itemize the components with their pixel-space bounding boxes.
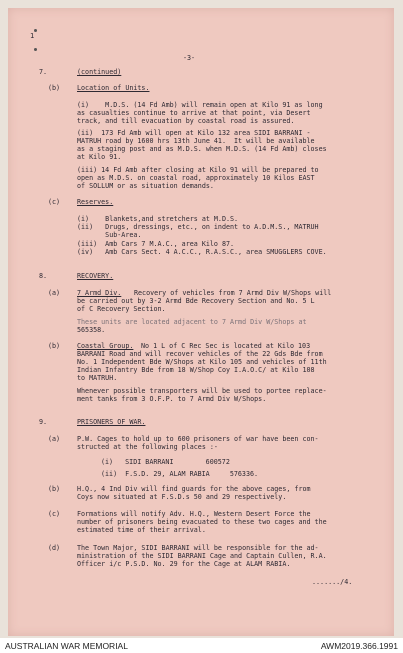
text-line: as casualties continue to arrive at that point, via Desert	[77, 109, 311, 117]
text-line: ministration of the SIDI BARRANI Cage and Captain Cullen, R.A.	[77, 552, 327, 560]
text-line: These units are located adjacent to 7 Armd Div W/Shops at	[77, 318, 307, 326]
text-line: track, and till evacuation by coastal road is assured.	[77, 117, 295, 125]
section-7-title: (continued)	[77, 68, 122, 76]
text-line: ment tanks from 3 O.F.P. to 7 Armd Div W/Shops.	[77, 395, 267, 403]
cage-location: (ii) F.S.D. 29, ALAM RABIA 576336.	[101, 470, 259, 478]
recovery-b-label: (b)	[48, 342, 61, 350]
text-line: MATRUH road by 1600 hrs 13th June 41. It will be available	[77, 137, 315, 145]
text-line: No. 1 Independent Bde W/Shops at Kilo 105 and vehicles of 11th	[77, 358, 327, 366]
text-line: Indian Infantry Bde from 18 W/Shop Coy I.A.O.C/ at Kilo 108	[77, 366, 315, 374]
recovery-b-title: Coastal Group.	[77, 342, 134, 350]
page-number: -3-	[183, 54, 196, 62]
text-line: of C Recovery Section.	[77, 305, 166, 313]
recovery-a-label: (a)	[48, 289, 61, 297]
text-line: (i) M.D.S. (14 Fd Amb) will remain open at Kilo 91 as long	[77, 101, 323, 109]
text-line: (ii) 173 Fd Amb will open at Kilo 132 area SIDI BARRANI -	[77, 129, 311, 137]
text-line: (iii) 14 Fd Amb after closing at Kilo 91 will be prepared to	[77, 166, 319, 174]
text-line: of SOLLUM or as situation demands.	[77, 182, 214, 190]
text-line: P.W. Cages to hold up to 600 prisoners of war have been con-	[77, 435, 319, 443]
text-line: BARRANI Road and will recover vehicles of the 22 Gds Bde from	[77, 350, 323, 358]
pow-a-label: (a)	[48, 435, 61, 443]
text-line: Formations will notify Adv. H.Q., Western Desert Force the	[77, 510, 311, 518]
section-7-number: 7.	[39, 68, 48, 76]
text-line: at Kilo 91.	[77, 153, 122, 161]
list-item: (iv) Amb Cars Sect. 4 A.C.C., R.A.S.C., area SMUGGLERS COVE.	[77, 248, 327, 256]
subsection-b-title: Location of Units.	[77, 84, 150, 92]
text-line: No 1 L of C Rec Sec is located at Kilo 103	[141, 342, 311, 350]
text-line: The Town Major, SIDI BARRANI will be responsible for the ad-	[77, 544, 319, 552]
pin-hole-icon	[34, 48, 37, 51]
subsection-c-label: (c)	[48, 198, 61, 206]
text-line: to MATRUH.	[77, 374, 118, 382]
pow-b-label: (b)	[48, 485, 61, 493]
text-line: estimated time of their arrival.	[77, 526, 206, 534]
pow-d-label: (d)	[48, 544, 61, 552]
section-9-title: PRISONERS OF WAR.	[77, 418, 146, 426]
text-line: Coys now situated at F.S.D.s 50 and 29 respectively.	[77, 493, 287, 501]
archive-footer	[0, 638, 403, 653]
corner-mark: 1	[30, 32, 35, 40]
list-item: (ii) Drugs, dressings, etc., on indent to A.D.M.S., MATRUH	[77, 223, 319, 231]
text-line: number of prisoners being evacuated to these two cages and the	[77, 518, 327, 526]
text-line: Whenever possible transporters will be used to portee replace-	[77, 387, 327, 395]
section-8-title: RECOVERY.	[77, 272, 114, 280]
text-line: open as M.D.S. on coastal road, approximately 10 Kilos EAST	[77, 174, 315, 182]
text-line: H.Q., 4 Ind Div will find guards for the above cages, from	[77, 485, 311, 493]
subsection-c-title: Reserves.	[77, 198, 114, 206]
footer-institution: AUSTRALIAN WAR MEMORIAL	[5, 641, 128, 651]
list-item: (i) Blankets,and stretchers at M.D.S.	[77, 215, 239, 223]
text-line: as a staging post and as M.D.S. when M.D.S. (14 Fd Amb) closes	[77, 145, 327, 153]
document-page	[8, 8, 394, 636]
section-9-number: 9.	[39, 418, 48, 426]
list-item: (iii) Amb Cars 7 M.A.C., area Kilo 87.	[77, 240, 235, 248]
cage-location: (i) SIDI BARRANI 600572	[101, 458, 230, 466]
recovery-a-title: 7 Armd Div.	[77, 289, 122, 297]
text-line: Recovery of vehicles from 7 Armd Div W/Shops will	[134, 289, 332, 297]
text-line: be carried out by 3-2 Armd Bde Recovery Section and No. 5 L	[77, 297, 315, 305]
pin-hole-icon	[34, 29, 37, 32]
text-line: structed at the following places :-	[77, 443, 218, 451]
continuation-marker: ......./4.	[312, 578, 353, 586]
text-line: Officer i/c P.S.D. No. 29 for the Cage at ALAM RABIA.	[77, 560, 291, 568]
list-item: Sub-Area.	[77, 231, 142, 239]
footer-accession-number: AWM2019.366.1991	[320, 641, 398, 651]
pow-c-label: (c)	[48, 510, 61, 518]
subsection-b-label: (b)	[48, 84, 61, 92]
text-line: 565358.	[77, 326, 106, 334]
section-8-number: 8.	[39, 272, 48, 280]
